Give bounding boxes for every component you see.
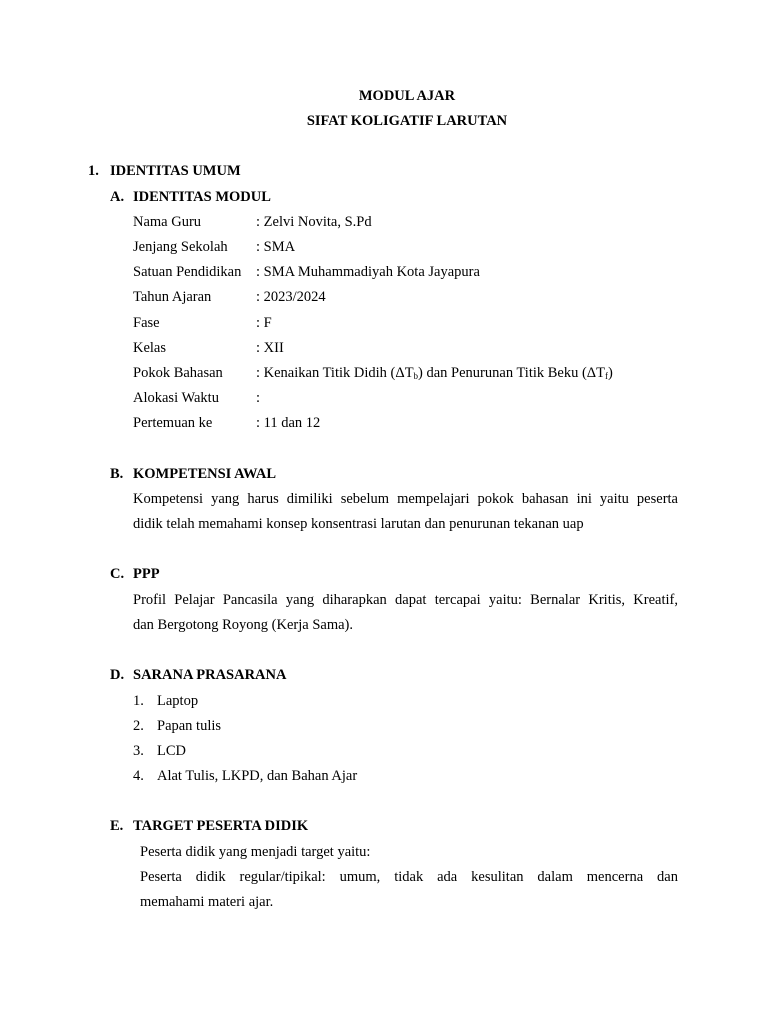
section-e-title: TARGET PESERTA DIDIK (133, 818, 309, 834)
list-item-number: 1. (133, 693, 144, 709)
list-item: Alat Tulis, LKPD, dan Bahan Ajar (157, 768, 358, 784)
section-b-title: KOMPETENSI AWAL (133, 466, 277, 482)
identity-value: : Zelvi Novita, S.Pd (256, 214, 372, 230)
list-item: LCD (157, 743, 186, 759)
identity-value: : (256, 390, 261, 406)
topic-text: ) (608, 365, 613, 381)
identity-value: : 2023/2024 (256, 289, 326, 305)
list-item-number: 4. (133, 768, 144, 784)
topic-text: : Kenaikan Titik Didih (ΔT (256, 365, 414, 381)
identity-label: Tahun Ajaran (133, 289, 212, 305)
list-item: Laptop (157, 693, 199, 709)
identity-label: Jenjang Sekolah (133, 239, 228, 255)
identity-value-topic (256, 365, 613, 382)
list-item: Papan tulis (157, 718, 222, 734)
section-b-paragraph-line: Kompetensi yang harus dimiliki sebelum mempelajari pokok bahasan ini yaitu peserta (133, 491, 678, 507)
section-c-paragraph-line: Profil Pelajar Pancasila yang diharapkan dapat tercapai yaitu: Bernalar Kritis, Kreatif, (133, 592, 678, 608)
section-e-intro: Peserta didik yang menjadi target yaitu: (140, 844, 371, 860)
list-item-number: 2. (133, 718, 144, 734)
section-c-letter: C. (110, 566, 125, 582)
section-e-paragraph-line: Peserta didik regular/tipikal: umum, tidak ada kesulitan dalam mencerna dan (140, 869, 678, 885)
identity-value: : SMA Muhammadiyah Kota Jayapura (256, 264, 480, 280)
list-item-number: 3. (133, 743, 144, 759)
document-subtitle: SIFAT KOLIGATIF LARUTAN (306, 113, 508, 129)
subscript-f: f (605, 371, 608, 381)
section-e-letter: E. (110, 818, 124, 834)
identity-label: Nama Guru (133, 214, 202, 230)
section-c-title: PPP (133, 566, 160, 582)
identity-label: Alokasi Waktu (133, 390, 219, 406)
identity-value: : F (256, 315, 272, 331)
identity-value: : XII (256, 340, 284, 356)
section-b-paragraph-line: didik telah memahami konsep konsentrasi larutan dan penurunan tekanan uap (133, 516, 584, 532)
section-d-letter: D. (110, 667, 125, 683)
section-e-paragraph-line: memahami materi ajar. (140, 894, 274, 910)
identity-label: Pokok Bahasan (133, 365, 223, 381)
section-1-title: IDENTITAS UMUM (110, 163, 241, 179)
identity-value: : 11 dan 12 (256, 415, 321, 431)
identity-label: Fase (133, 315, 160, 331)
identity-label: Kelas (133, 340, 167, 356)
section-c-paragraph-line: dan Bergotong Royong (Kerja Sama). (133, 617, 354, 633)
subscript-b: b (413, 371, 419, 381)
section-a-title: IDENTITAS MODUL (133, 189, 271, 205)
section-1-number: 1. (88, 163, 99, 179)
topic-text: ) dan Penurunan Titik Beku (ΔT (418, 365, 605, 381)
section-d-title: SARANA PRASARANA (133, 667, 287, 683)
identity-label: Satuan Pendidikan (133, 264, 242, 280)
section-b-letter: B. (110, 466, 124, 482)
document-title: MODUL AJAR (358, 88, 456, 104)
section-a-letter: A. (110, 189, 125, 205)
identity-value: : SMA (256, 239, 296, 255)
identity-label: Pertemuan ke (133, 415, 213, 431)
